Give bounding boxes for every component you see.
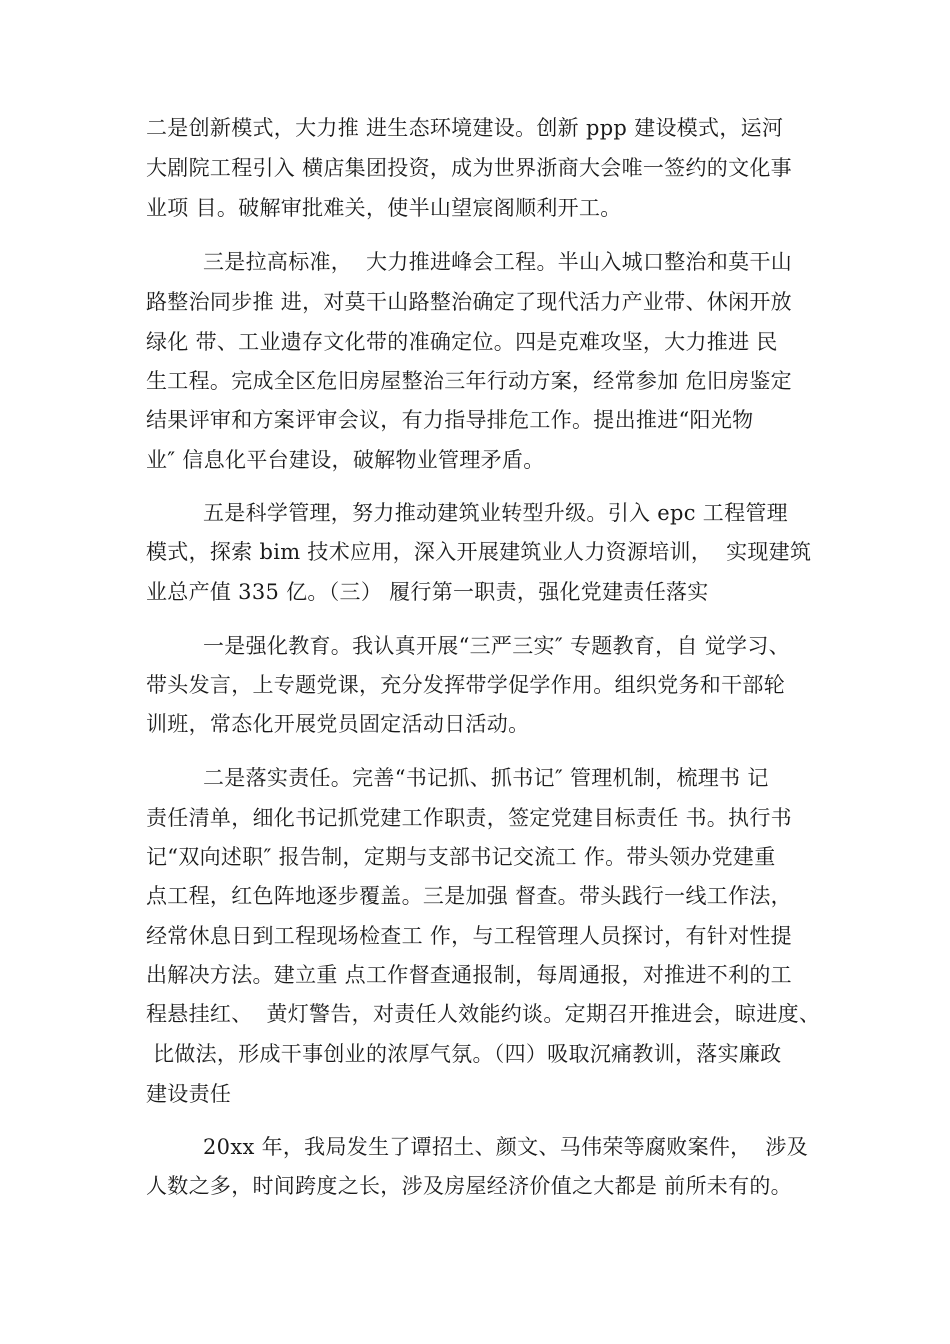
- paragraph-1-line-3: 业项 目。破解审批难关，使半山望宸阁顺利开工。: [146, 196, 622, 220]
- paragraph-2-line-5: 结果评审和方案评审会议，有力指导排危工作。提出推进“阳光物: [146, 408, 754, 432]
- paragraph-1-line-1: 二是创新模式，大力推 进生态环境建设。创新 ppp 建设模式，运河: [146, 116, 784, 140]
- paragraph-2-line-1: 三是拉高标准， 大力推进峰会工程。半山入城口整治和莫干山: [203, 250, 793, 274]
- paragraph-5-line-9: 建设责任: [146, 1082, 232, 1106]
- paragraph-3-line-2: 模式，探索 bim 技术应用，深入开展建筑业人力资源培训， 实现建筑: [146, 540, 812, 564]
- paragraph-2-line-3: 绿化 带、工业遗存文化带的准确定位。四是克难攻坚，大力推进 民: [146, 330, 778, 354]
- paragraph-5-line-3: 记“双向述职″ 报告制，定期与支部书记交流工 作。带头领办党建重: [146, 845, 776, 869]
- paragraph-5-line-2: 责任清单，细化书记抓党建工作职责，签定党建目标责任 书。执行书: [146, 806, 792, 830]
- paragraph-5-line-5: 经常休息日到工程现场检查工 作，与工程管理人员探讨，有针对性提: [146, 924, 792, 948]
- paragraph-2-line-2: 路整治同步推 进，对莫干山路整治确定了现代活力产业带、休闲开放: [146, 290, 792, 314]
- paragraph-3-line-1: 五是科学管理，努力推动建筑业转型升级。引入 epc 工程管理: [203, 501, 788, 525]
- paragraph-5-line-1: 二是落实责任。完善“书记抓、抓书记″ 管理机制，梳理书 记: [203, 766, 769, 790]
- paragraph-4-line-1: 一是强化教育。我认真开展“三严三实″ 专题教育，自 觉学习、: [203, 634, 790, 658]
- paragraph-5-line-8: 比做法，形成干事创业的浓厚气氛。（四）吸取沉痛教训，落实廉政: [146, 1042, 782, 1066]
- paragraph-6-line-2: 人数之多，时间跨度之长，涉及房屋经济价值之大都是 前所未有的。: [146, 1174, 792, 1198]
- paragraph-2-line-6: 业″ 信息化平台建设，破解物业管理矛盾。: [146, 448, 545, 472]
- paragraph-2-line-4: 生工程。完成全区危旧房屋整治三年行动方案，经常参加 危旧房鉴定: [146, 369, 792, 393]
- paragraph-5-line-6: 出解决方法。建立重 点工作督查通报制，每周通报，对推进不利的工: [146, 963, 792, 987]
- paragraph-5-line-7: 程悬挂红、 黄灯警告，对责任人效能约谈。定期召开推进会，晾进度、: [146, 1002, 821, 1026]
- paragraph-5-line-4: 点工程，红色阵地逐步覆盖。三是加强 督查。带头践行一线工作法，: [146, 884, 792, 908]
- paragraph-1-line-2: 大剧院工程引入 横店集团投资，成为世界浙商大会唯一签约的文化事: [146, 156, 792, 180]
- paragraph-4-line-3: 训班，常态化开展党员固定活动日活动。: [146, 712, 530, 736]
- paragraph-3-line-3: 业总产值 335 亿。（三） 履行第一职责，强化党建责任落实: [146, 580, 709, 604]
- paragraph-6-line-1: 20xx 年，我局发生了谭招土、颜文、马伟荣等腐败案件， 涉及: [203, 1135, 809, 1159]
- paragraph-4-line-2: 带头发言，上专题党课，充分发挥带学促学作用。组织党务和干部轮: [146, 673, 785, 697]
